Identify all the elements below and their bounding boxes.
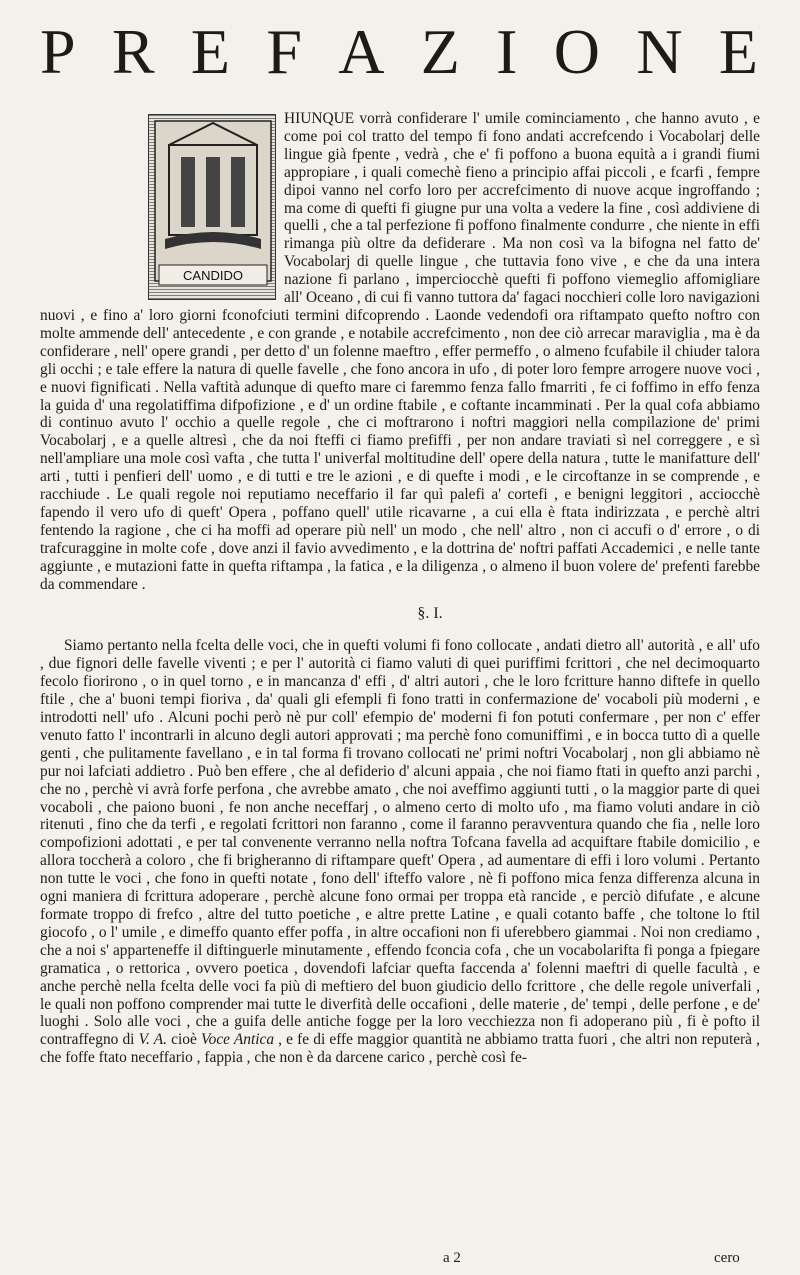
title-letter: O xyxy=(553,16,602,87)
title-letter: N xyxy=(636,16,685,87)
intro-paragraph: HIUNQUE vorrà confiderare l' umile cominciamento , che hanno avuto , e come poi col tratto del tempo fi fono andati accrefcendo i Vocabolarj delle lingue già fpente , vedrà , che e' fi poffono a buona equità a i grandi fiumi appropiare , i quali comechè fieno a principio affai piccoli , e fcarfi , fempre dipoi vanno nel corfo loro per accrefcimento di nuove acque ingroffando ; ma come di quefti fi giugne pur una volta a vedere la fine , così addiviene di quelli , che a tal perfezione fi poffono finalmente condurre , che niente in effi rimanga più oltre da defiderare . Ma non così va la bifogna nel fatto de' Vocabolarj di quelle lingue , che tuttavia fono vive , e che da una intera nazione fi parlano , imperciocchè quefti fi poffono viemeglio affomigliare all' Oceano , di cui fi vanno tuttora da' fagaci nocchieri colle loro navigazioni nuovi , e fino a' loro giorni fconofciuti termini difcoprendo . Laonde vedendofi ora riftampato quefto noftro con molte ammende dell' antecedente , e con grande , e notabile accrefcimento , non dee ciò arrecar maraviglia , ma è da confiderare , nell' opere grandi , per detto d' un folenne maeftro , effer permeffo , o almeno fcufabile il chiuder talora gli occhi ; e tale effere la natura di quelle favelle , che fono ancora in ufo , di poter loro fempre arrogere nuove voci , e nuovi fignificati . Nella vaftità adunque di quefto mare ci faremmo fenza fallo fmarriti , fe ci foffimo in effo fenza la guida d' una regolatiffima difpofizione , e d' un ordine ftabile , e coftante incamminati . Per la qual cofa abbiamo di continuo avuto l' occhio a quelle regole , che ci moftrarono i noftri maggiori nella compilazione de' primi Vocabolarj , e a quelle altresì , che da noi fteffi ci fiamo prefiffi , per non andare traviati sì nel correggere , e sì nell'ampliare una mole così vafta , che tutta l' univerfal moltitudine dell' opere della natura , tutte le manifatture dell' arti , tutti i penfieri dell' uomo , e di tutti e tre le azioni , e di quefte i modi , e le circoftanze in se comprende , e racchiude . Le quali regole noi reputiamo neceffario il far quì palefi a' cortefi , e benigni leggitori , acciocchè fapendo il vero ufo di queft' Opera , poffano quell' utile ricavarne , a cui ella è ftata indirizzata , e perchè altri fentendo la ragione , che ci ha moffi ad operare più nell' un modo , che nell' altro , non ci accufi o d' errore , o di trafcuraggine in molte cofe , dove anzi il favio avvedimento , e la dottrina de' noftri paffati Accademici , e nelle tante aggiunte , e mutazioni fatte in quefta riftampa , la fatica , e la diligenza , o almeno il buon volere de' prefenti farebbe da commendare . xyxy=(40,110,760,593)
va-abbreviation: V. A. xyxy=(138,1031,167,1049)
title-letter: P xyxy=(40,16,78,87)
page-title xyxy=(40,18,760,86)
catchword: cero xyxy=(714,1250,740,1266)
paragraph-text: cioè xyxy=(167,1031,201,1049)
second-paragraph xyxy=(40,637,760,1067)
title-letter: A xyxy=(338,16,387,87)
title-letter: I xyxy=(496,16,520,87)
title-letter: Z xyxy=(420,16,462,87)
paragraph-text: , e fe di effe maggior quantità ne abbiamo tratta fuori , che altri non reputerà , che foffe ftato neceffario , fappia , che non è da darcene carico , perchè così fe- xyxy=(40,1031,760,1067)
emblem-motto: CANDIDO xyxy=(183,268,243,283)
emblem-space xyxy=(40,110,284,302)
signature-mark: a 2 xyxy=(443,1250,461,1266)
title-letter: E xyxy=(718,16,760,87)
title-letter: F xyxy=(266,16,304,87)
preface-body xyxy=(40,110,760,1067)
section-mark: §. I. xyxy=(417,605,443,623)
title-letter: R xyxy=(111,16,157,87)
voce-antica-term: Voce Antica xyxy=(200,1031,275,1049)
paragraph-text: Siamo pertanto nella fcelta delle voci, che in quefti volumi fi fono collocate , andati dietro all' autorità , e all' ufo , due fignori delle favelle viventi ; e per l' autorità ci fiamo valuti di quei puriffimi fcrittori , che nel decimoquarto fecolo fiorirono , o in quel torno , e in mancanza d' effi , d' altri autori , che le loro fcritture hanno diftefe in quello ftile , che a' buoni tempi fioriva , da' quali gli efempli fi fono tratti in confermazione de' vocaboli più moderni , e introdotti nell' ufo . Alcuni pochi però nè pur coll' efempio de' moderni fi fon potuti confermare , per non c' effer venuto fatto l' incontrarli in alcuno degli autori approvati ; ma perchè fono comuniffimi , e in bocca tutto dì a quelle genti , che pulitamente favellano , e in tal forma fi trovano collocati ne' primi noftri Vocabolarj , non gli abbiamo nè pur noi lafciati addietro . Può ben effere , che al defiderio d' alcuni appaia , che noi fiamo ftati in quefto anzi parchi , che no , perchè vi avrà forfe perfona , che avrebbe amato , che noi aveffimo aggiunti tutti , o la maggior parte di quei vocaboli , che paiono buoni , fe non anche neceffarj , o almeno certo di molto ufo , ma fiamo voluti andare in ciò ritenuti , fino che da terfi , e regolati fcrittori non faranno , come il faranno peravventura quando che fia , nelle loro compofizioni adottati , e per tal convenente verranno nella noftra Tofcana favella ad acquiftare ftabile domicilio , e allora toccherà a coloro , che fi brigheranno di riftampare queft' Opera , ad aumentare di effi i loro volumi . Pertanto non tutte le voci , che fono in quefti notate , fono dell' ifteffo valore , nè fi poffono mica fenza differenza alcuna in ogni maniera di fcrittura adoperare , perchè alcune fono ormai per troppa età rancide , e perciò difufate , e alcune formate troppo di frefco , altre del tutto poetiche , e altre prette Latine , e quali cotanto baffe , che toltone lo ftil giocofo , o l' umile , e dimeffo quanto effer poffa , in altre occafioni non fi uferebbero giammai . Noi non crediamo , che a noi s' apparteneffe il diftinguerle minutamente , effendo fconcia cofa , che un vocabolarifta fi ponga a fpiegare gramatica , o rettorica , ovvero poetica , dovendofi lafciar quefta faccenda a' folenni maeftri di quelle facultà , e anche perchè nella fcelta delle voci fa più di meftiero del buon giudicio dello fcrittore , che delle regole univerfali , le quali non poffono comprender mai tutte le diverfità delle occafioni , delle materie , de' tempi , delle perfone , e de' luoghi . Solo alle voci , che a guifa delle antiche fogge per la loro vecchiezza non fi adoperano più , fi è pofto il contraffegno di xyxy=(40,637,760,1049)
title-letter: E xyxy=(190,16,232,87)
